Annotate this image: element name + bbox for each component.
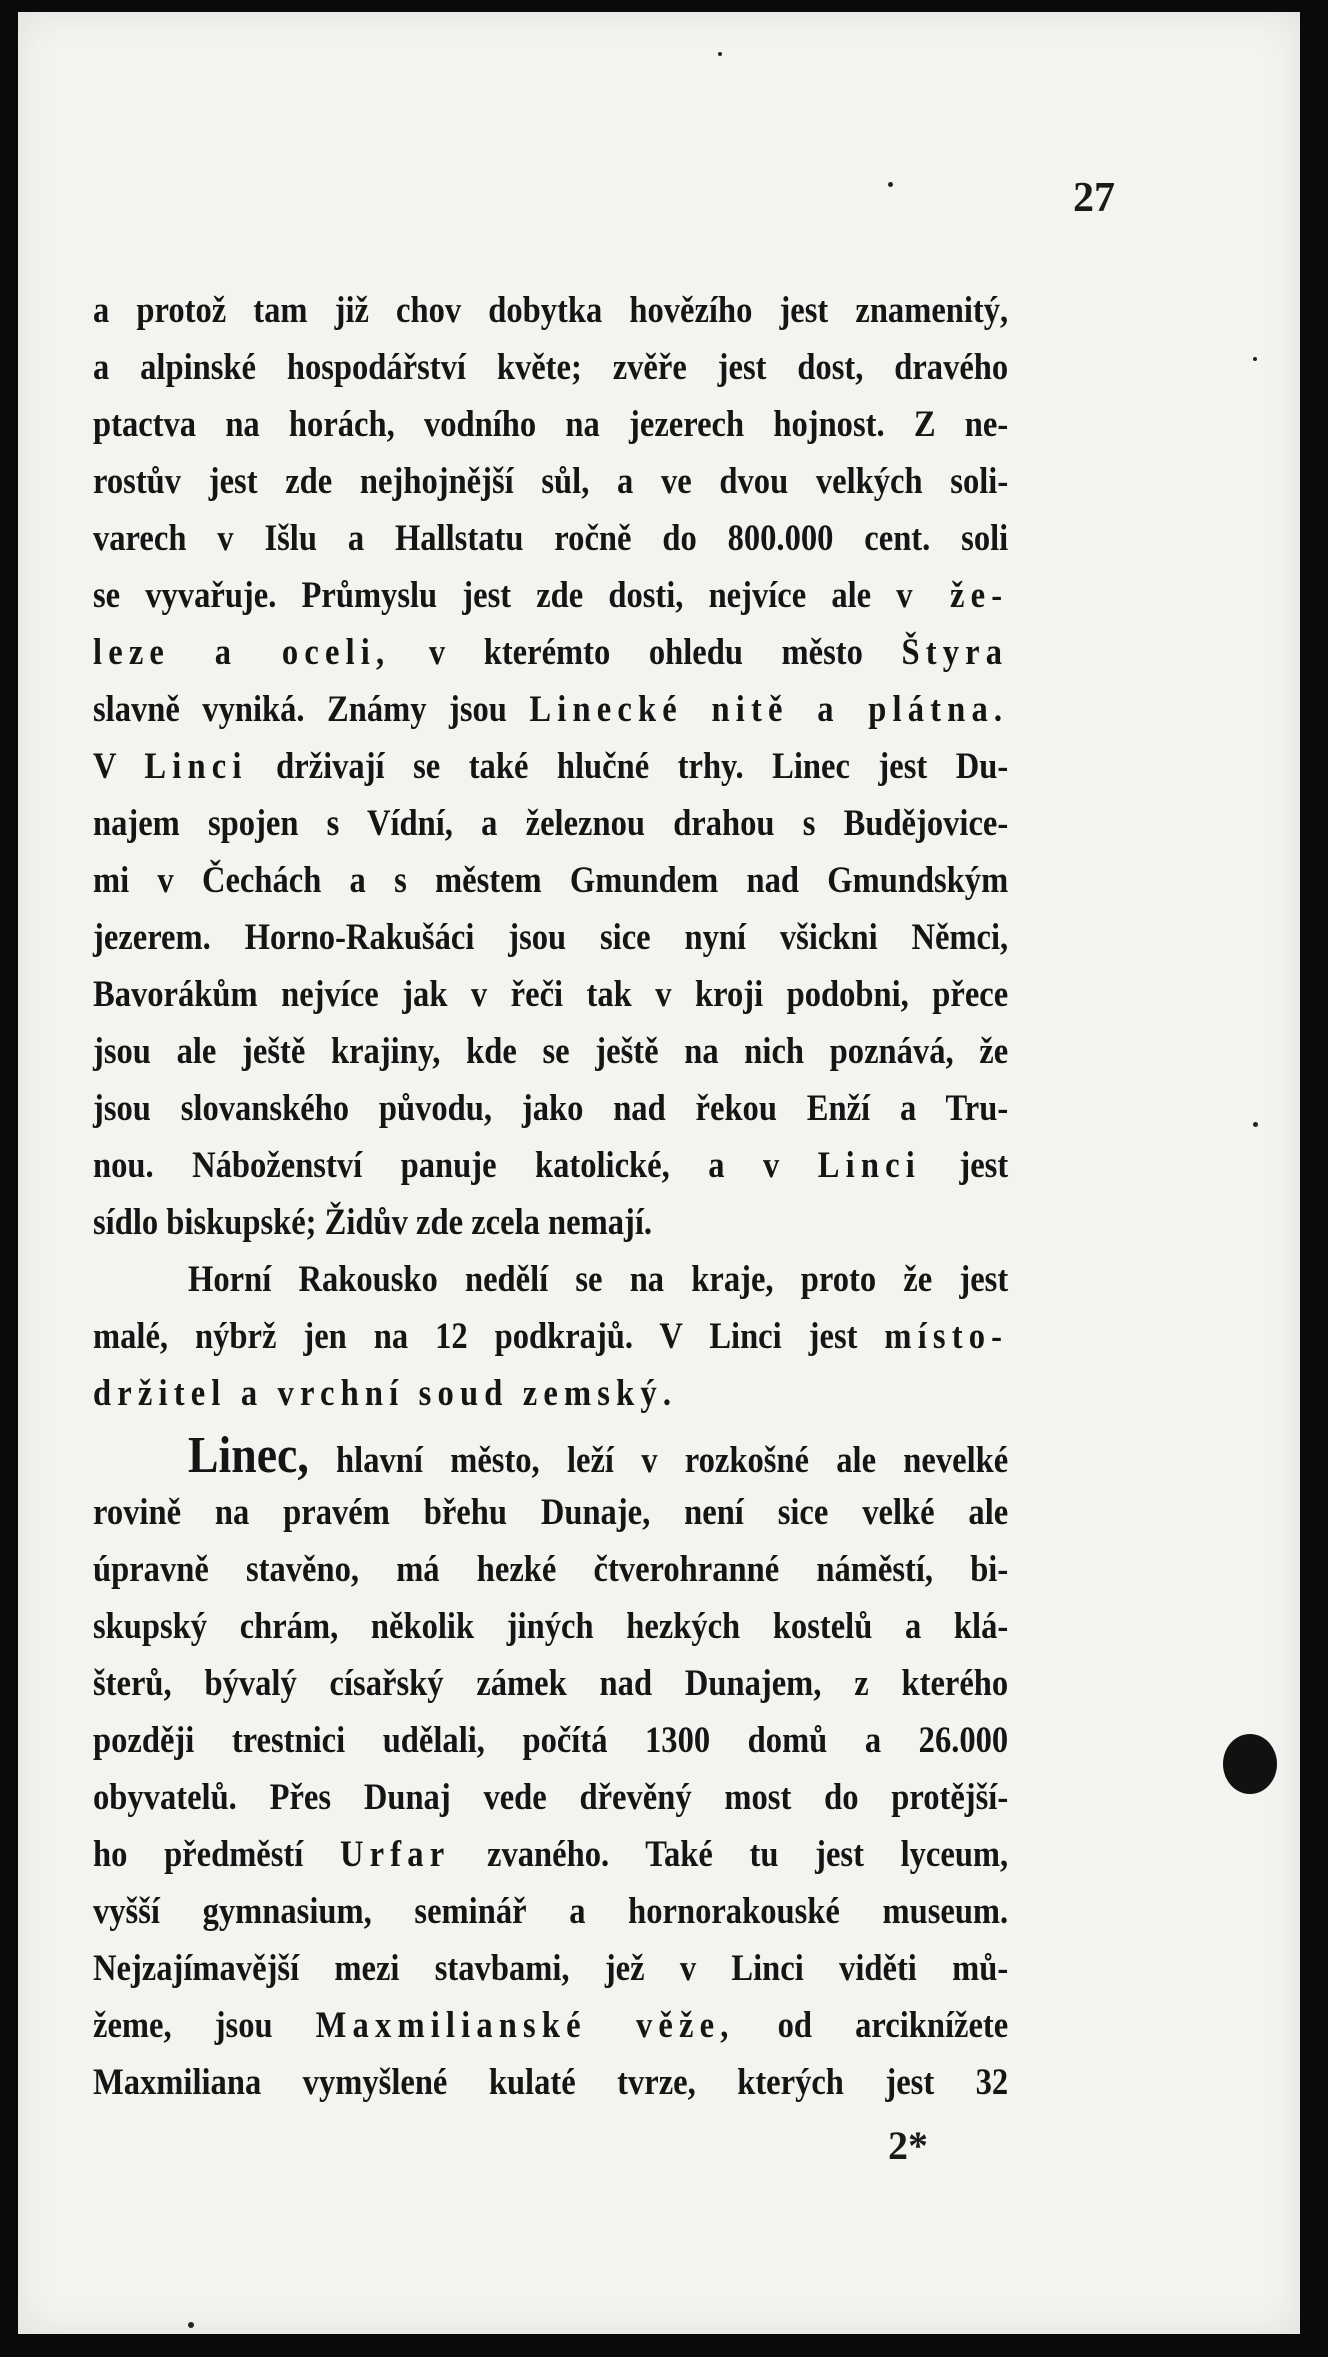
paper-speck (1253, 1122, 1258, 1127)
text-segment: rovině na pravém břehu Dunaje, není sice velké ale (93, 1492, 1009, 1533)
text-segment: se vyvařuje. Průmyslu jest zde dosti, nejvíce ale (93, 575, 897, 616)
text-segment: jest (920, 1145, 1009, 1186)
text-line (93, 852, 1008, 909)
text-line (93, 1023, 1008, 1080)
text-line (93, 339, 1008, 396)
paper-speck (888, 182, 893, 187)
text-line (93, 396, 1008, 453)
text-segment: najem spojen s Vídní, a železnou drahou s Budějovice- (93, 803, 1009, 844)
spaced-emphasis: místo- (884, 1316, 1009, 1357)
spaced-emphasis: Maxmilianské věže, (315, 2005, 735, 2046)
text-line (93, 1365, 1008, 1422)
binding-hole (1223, 1734, 1277, 1794)
text-segment: drživají se také hlučné trhy. Linec jest Du- (247, 746, 1009, 787)
signature-mark: 2* (888, 2123, 928, 2168)
text-line (93, 1194, 1008, 1251)
text-segment: skupský chrám, několik jiných hezkých kostelů a klá- (93, 1606, 1009, 1647)
spaced-emphasis: Urfar (340, 1834, 451, 1875)
text-segment: od arciknížete (734, 2005, 1009, 2046)
spaced-emphasis: Linci (144, 746, 248, 787)
text-line (93, 1883, 1008, 1940)
paper-speck (188, 2322, 194, 2328)
text-segment: Nejzajímavější mezi stavbami, jež v Linci viděti mů- (93, 1948, 1009, 1989)
text-line (93, 1427, 1008, 1484)
text-segment: jsou slovanského původu, jako nad řekou Enží a Tru- (93, 1088, 1009, 1129)
text-line (93, 681, 1008, 738)
text-segment: zvaného. Také tu jest lyceum, (450, 1834, 1009, 1875)
text-line (93, 1541, 1008, 1598)
text-segment: malé, nýbrž jen na 12 podkrajů. V Linci jest (93, 1316, 885, 1357)
text-segment: později trestnici udělali, počítá 1300 domů a 26.000 (93, 1720, 1009, 1761)
text-segment: Horní Rakousko nedělí se na kraje, proto že jest (188, 1259, 1009, 1300)
text-line (93, 1712, 1008, 1769)
text-line (93, 1251, 1008, 1308)
text-line (93, 1769, 1008, 1826)
text-line (93, 909, 1008, 966)
text-segment: jsou ale ještě krajiny, kde se ještě na nich poznává, že (93, 1031, 1009, 1072)
book-page (18, 12, 1300, 2334)
text-segment: hlavní město, leží v rozkošné ale nevelké (308, 1440, 1009, 1481)
text-segment: úpravně stavěno, má hezké čtverohranné náměstí, bi- (93, 1549, 1009, 1590)
text-segment: žeme, jsou (93, 2005, 316, 2046)
text-line (93, 1137, 1008, 1194)
text-line (93, 1598, 1008, 1655)
text-line (93, 1308, 1008, 1365)
lead-word: Linec, (188, 1427, 309, 1484)
text-segment: slavně vyniká. Známy jsou (93, 689, 530, 730)
text-line (93, 1997, 1008, 2054)
text-line (93, 1940, 1008, 1997)
text-segment: V (93, 746, 145, 787)
text-segment: mi v Čechách a s městem Gmundem nad Gmundským (93, 860, 1009, 901)
spaced-emphasis: Linecké nitě a plátna. (529, 689, 1009, 730)
paper-speck (1253, 357, 1257, 361)
text-line (93, 282, 1008, 339)
paper-speck (718, 52, 722, 56)
spaced-emphasis: Linci (817, 1145, 921, 1186)
text-line (93, 795, 1008, 852)
text-segment: sídlo biskupské; Židův zde zcela nemají. (93, 1202, 653, 1243)
page-number: 27 (1073, 175, 1115, 221)
text-segment: ptactva na horách, vodního na jezerech hojnost. Z ne- (93, 404, 1009, 445)
text-line (93, 510, 1008, 567)
text-line (93, 966, 1008, 1023)
text-line (93, 738, 1008, 795)
text-line (93, 567, 1008, 624)
text-segment: Bavorákům nejvíce jak v řeči tak v kroji podobni, přece (93, 974, 1009, 1015)
text-segment: varech v Išlu a Hallstatu ročně do 800.000 cent. soli (93, 518, 1009, 559)
text-segment: a alpinské hospodářství květe; zvěře jest dost, dravého (93, 347, 1009, 388)
text-segment: vyšší gymnasium, seminář a hornorakouské museum. (93, 1891, 1009, 1932)
spaced-emphasis: Štyra (901, 632, 1009, 673)
text-segment: a protož tam již chov dobytka hovězího jest znamenitý, (93, 290, 1009, 331)
text-segment: obyvatelů. Přes Dunaj vede dřevěný most do protější- (93, 1777, 1009, 1818)
text-segment: ho předměstí (93, 1834, 341, 1875)
spaced-emphasis: leze a oceli, (93, 632, 391, 673)
text-segment: v kterémto ohledu město (390, 632, 902, 673)
text-line (93, 1080, 1008, 1137)
text-line (93, 2054, 1008, 2111)
text-segment: šterů, bývalý císařský zámek nad Dunajem, z kterého (93, 1663, 1009, 1704)
spaced-emphasis: v že- (896, 575, 1009, 616)
text-line (93, 453, 1008, 510)
paragraph-linec (93, 1427, 1008, 2111)
spaced-emphasis: držitel a vrchní soud zemský. (93, 1373, 678, 1414)
paragraph-upper-austria-resources (93, 282, 1008, 1422)
text-line (93, 1826, 1008, 1883)
text-segment: Maxmiliana vymyšlené kulaté tvrze, kterých jest 32 (93, 2062, 1009, 2103)
text-line (93, 1484, 1008, 1541)
text-segment: jezerem. Horno-Rakušáci jsou sice nyní všickni Němci, (93, 917, 1009, 958)
text-line (93, 1655, 1008, 1712)
text-line (93, 624, 1008, 681)
text-segment: nou. Náboženství panuje katolické, a v (93, 1145, 818, 1186)
text-segment: rostův jest zde nejhojnější sůl, a ve dvou velkých soli- (93, 461, 1009, 502)
